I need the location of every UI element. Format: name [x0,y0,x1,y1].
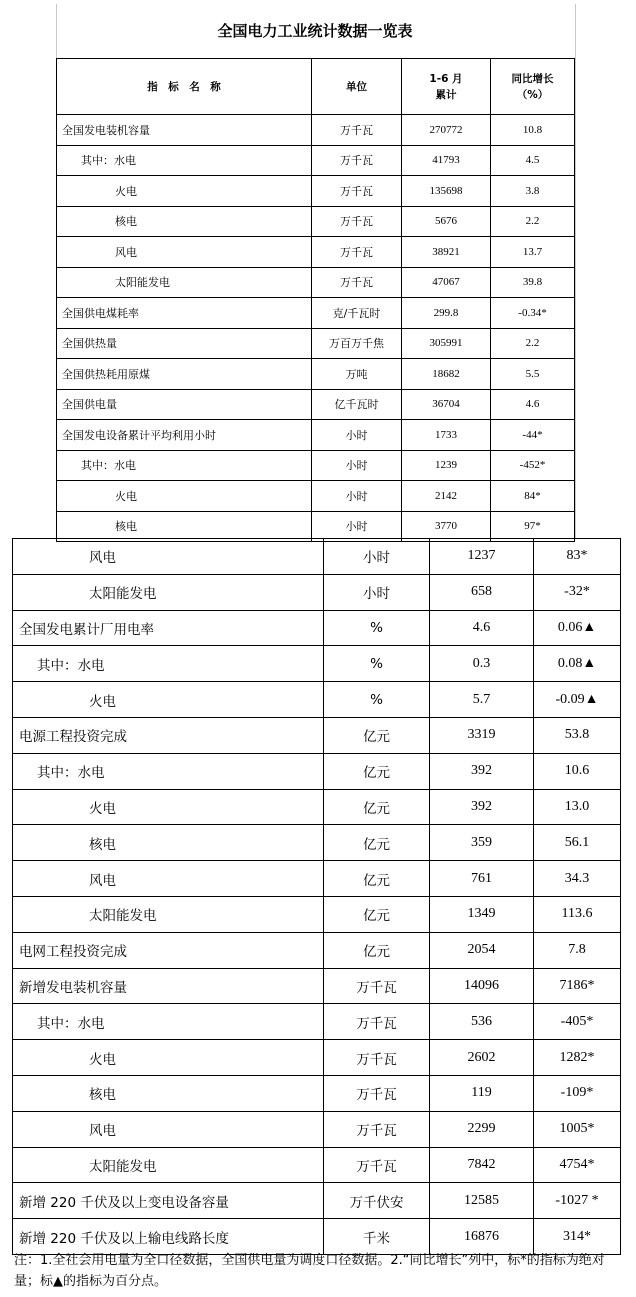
growth-value: 56.1 [534,825,621,861]
unit-cell: 万百万千焦 [312,328,402,359]
growth-value: 13.7 [491,237,575,268]
growth-value: 3.8 [491,176,575,207]
cumulative-value: 119 [430,1075,534,1111]
unit-cell: 万千瓦 [312,237,402,268]
growth-value: 2.2 [491,328,575,359]
indicator-name: 核电 [57,206,312,237]
cumulative-value: 359 [430,825,534,861]
indicator-name: 太阳能发电 [13,574,324,610]
table-row [13,861,621,897]
header-unit: 单位 [312,59,402,115]
header-growth-line2: （%） [516,88,549,101]
table-row [57,389,575,420]
table-row [13,1183,621,1219]
growth-value: 10.6 [534,753,621,789]
unit-cell: 万千瓦 [312,145,402,176]
growth-value: -0.34* [491,298,575,329]
table-row [13,682,621,718]
growth-value: 84* [491,481,575,512]
growth-value: 4754* [534,1147,621,1183]
unit-cell: 万千瓦 [312,115,402,146]
unit-cell: 万千伏安 [324,1183,430,1219]
growth-value: 83* [534,539,621,575]
table-row [57,511,575,542]
table-row [13,574,621,610]
growth-value: -405* [534,1004,621,1040]
growth-value: 34.3 [534,861,621,897]
unit-cell: 亿元 [324,825,430,861]
indicator-name: 核电 [13,1075,324,1111]
cumulative-value: 36704 [402,389,491,420]
indicator-name: 全国供电量 [57,389,312,420]
unit-cell: 千米 [324,1219,430,1255]
unit-cell: 亿元 [324,789,430,825]
table-row [57,450,575,481]
cumulative-value: 2142 [402,481,491,512]
indicator-name: 其中：水电 [57,450,312,481]
table-row [57,206,575,237]
cumulative-value: 2054 [430,932,534,968]
unit-cell: 小时 [324,539,430,575]
unit-cell: 万千瓦 [324,968,430,1004]
table-row [57,298,575,329]
growth-value: -1027 * [534,1183,621,1219]
unit-cell: 亿元 [324,861,430,897]
unit-cell: 亿千瓦时 [312,389,402,420]
table-row [57,481,575,512]
growth-value: 1282* [534,1040,621,1076]
cumulative-value: 38921 [402,237,491,268]
unit-cell: 小时 [312,450,402,481]
indicator-name: 全国发电设备累计平均利用小时 [57,420,312,451]
indicator-name: 新增发电装机容量 [13,968,324,1004]
indicator-name: 火电 [13,789,324,825]
growth-value: -44* [491,420,575,451]
table-row [13,1004,621,1040]
stats-table-bottom [12,538,621,1255]
table-row [13,789,621,825]
cumulative-value: 1349 [430,896,534,932]
cumulative-value: 5.7 [430,682,534,718]
unit-cell: 万千瓦 [324,1147,430,1183]
table-header-row [57,59,575,115]
header-cumulative-line1: 1-6 月 [429,72,463,85]
unit-cell: 万千瓦 [312,176,402,207]
header-cumulative-line2: 累计 [435,88,457,101]
cumulative-value: 1237 [430,539,534,575]
cumulative-value: 2299 [430,1111,534,1147]
indicator-name: 太阳能发电 [57,267,312,298]
table-row [57,145,575,176]
table-row [13,1040,621,1076]
cumulative-value: 0.3 [430,646,534,682]
unit-cell: 亿元 [324,932,430,968]
unit-cell: 万千瓦 [312,206,402,237]
indicator-name: 太阳能发电 [13,1147,324,1183]
unit-cell: 小时 [312,481,402,512]
header-growth [491,59,575,115]
indicator-name: 新增 220 千伏及以上输电线路长度 [13,1219,324,1255]
unit-cell: % [324,610,430,646]
growth-value: -109* [534,1075,621,1111]
indicator-name: 全国发电装机容量 [57,115,312,146]
table-row [57,359,575,390]
cumulative-value: 12585 [430,1183,534,1219]
growth-value: 4.6 [491,389,575,420]
indicator-name: 其中：水电 [13,646,324,682]
indicator-name: 电源工程投资完成 [13,717,324,753]
unit-cell: 万千瓦 [324,1075,430,1111]
cumulative-value: 761 [430,861,534,897]
cumulative-value: 392 [430,789,534,825]
table-row [13,896,621,932]
cumulative-value: 47067 [402,267,491,298]
table-row [13,825,621,861]
indicator-name: 核电 [57,511,312,542]
cumulative-value: 18682 [402,359,491,390]
table-row [57,176,575,207]
growth-value: 2.2 [491,206,575,237]
cumulative-value: 305991 [402,328,491,359]
unit-cell: 小时 [312,511,402,542]
unit-cell: 亿元 [324,753,430,789]
indicator-name: 全国供电煤耗率 [57,298,312,329]
unit-cell: % [324,646,430,682]
cumulative-value: 7842 [430,1147,534,1183]
cumulative-value: 658 [430,574,534,610]
table-row [57,267,575,298]
table-row [57,328,575,359]
cumulative-value: 1733 [402,420,491,451]
growth-value: 53.8 [534,717,621,753]
growth-value: 39.8 [491,267,575,298]
indicator-name: 太阳能发电 [13,896,324,932]
table-row [13,1147,621,1183]
cumulative-value: 16876 [430,1219,534,1255]
growth-value: 7.8 [534,932,621,968]
table-row [13,932,621,968]
table-row [13,717,621,753]
cumulative-value: 3770 [402,511,491,542]
footnote: 注：1.全社会用电量为全口径数据，全国供电量为调度口径数据。2.“同比增长”列中，标*的指标为绝对量；标▲的指标为百分点。 [14,1253,605,1289]
indicator-name: 风电 [57,237,312,268]
table-row [57,115,575,146]
indicator-name: 全国供热量 [57,328,312,359]
table-row [13,968,621,1004]
table-row [57,237,575,268]
unit-cell: 万千瓦 [324,1040,430,1076]
indicator-name: 火电 [57,176,312,207]
header-name: 指 标 名 称 [57,59,312,115]
indicator-name: 火电 [57,481,312,512]
cumulative-value: 536 [430,1004,534,1040]
growth-value: 4.5 [491,145,575,176]
table-row [13,539,621,575]
table-row [57,420,575,451]
growth-value: -32* [534,574,621,610]
growth-value: -452* [491,450,575,481]
cumulative-value: 270772 [402,115,491,146]
unit-cell: 万千瓦 [324,1004,430,1040]
cumulative-value: 3319 [430,717,534,753]
header-cumulative [402,59,491,115]
page-title: 全国电力工业统计数据一览表 [217,22,413,40]
growth-value: 5.5 [491,359,575,390]
indicator-name: 火电 [13,682,324,718]
indicator-name: 全国发电累计厂用电率 [13,610,324,646]
unit-cell: % [324,682,430,718]
growth-value: 1005* [534,1111,621,1147]
cumulative-value: 5676 [402,206,491,237]
growth-value: 0.06▲ [534,610,621,646]
indicator-name: 风电 [13,861,324,897]
table-row [13,1075,621,1111]
unit-cell: 万千瓦 [324,1111,430,1147]
table-row [13,646,621,682]
indicator-name: 其中：水电 [13,753,324,789]
cumulative-value: 392 [430,753,534,789]
growth-value: 0.08▲ [534,646,621,682]
indicator-name: 电网工程投资完成 [13,932,324,968]
growth-value: 7186* [534,968,621,1004]
growth-value: 13.0 [534,789,621,825]
indicator-name: 新增 220 千伏及以上变电设备容量 [13,1183,324,1219]
stats-table-top [56,58,575,542]
unit-cell: 亿元 [324,896,430,932]
cumulative-value: 135698 [402,176,491,207]
unit-cell: 小时 [312,420,402,451]
indicator-name: 风电 [13,539,324,575]
growth-value: 97* [491,511,575,542]
cumulative-value: 14096 [430,968,534,1004]
table-row [13,610,621,646]
indicator-name: 火电 [13,1040,324,1076]
unit-cell: 万吨 [312,359,402,390]
cumulative-value: 2602 [430,1040,534,1076]
unit-cell: 亿元 [324,717,430,753]
cumulative-value: 299.8 [402,298,491,329]
growth-value: 314* [534,1219,621,1255]
unit-cell: 克/千瓦时 [312,298,402,329]
table-row [13,1111,621,1147]
cumulative-value: 1239 [402,450,491,481]
growth-value: -0.09▲ [534,682,621,718]
unit-cell: 万千瓦 [312,267,402,298]
indicator-name: 风电 [13,1111,324,1147]
table-row [13,753,621,789]
header-growth-line1: 同比增长 [511,72,554,85]
cumulative-value: 4.6 [430,610,534,646]
growth-value: 10.8 [491,115,575,146]
indicator-name: 全国供热耗用原煤 [57,359,312,390]
indicator-name: 其中：水电 [13,1004,324,1040]
indicator-name: 核电 [13,825,324,861]
indicator-name: 其中：水电 [57,145,312,176]
cumulative-value: 41793 [402,145,491,176]
growth-value: 113.6 [534,896,621,932]
unit-cell: 小时 [324,574,430,610]
